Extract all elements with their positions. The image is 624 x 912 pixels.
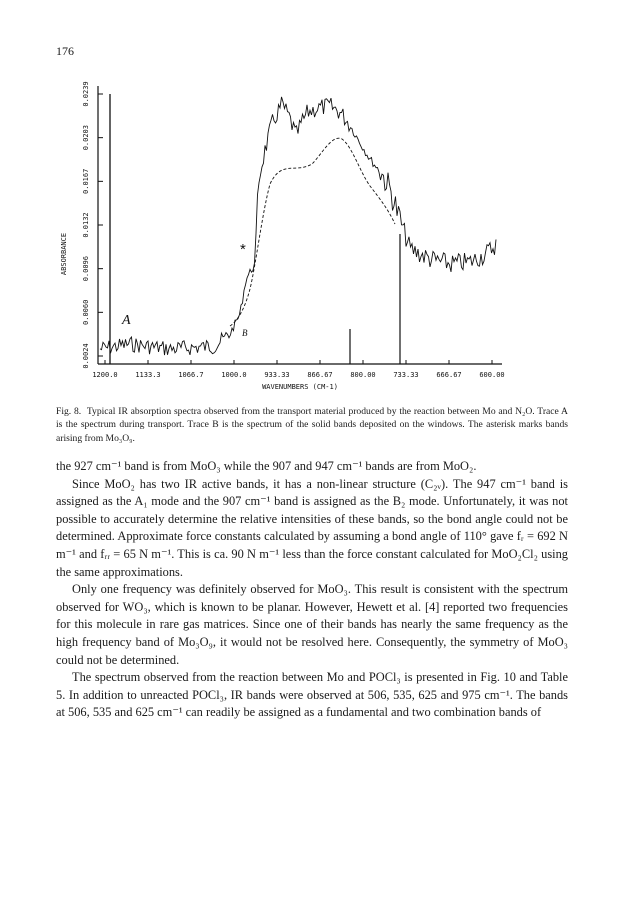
x-tick-label: 1133.3 [135, 371, 161, 379]
ir-spectrum-figure [50, 64, 520, 404]
trace-b-line [230, 138, 395, 326]
asterisk-mark: * [240, 241, 246, 258]
x-ticks [92, 360, 504, 379]
figure-caption-text: Typical IR absorption spectra observed from the transport material produced by the reaction between Mo and N₂O. Trace A is the spectrum during transport. Trace B is the spectrum of the solid bands deposited on the windows. The asterisk marks bands arising from Mo₃O₉. [56, 406, 568, 444]
y-tick-label: 0.0203 [82, 125, 90, 151]
figure-caption [56, 405, 568, 445]
x-tick-label: 1000.0 [221, 371, 247, 379]
y-tick-label: 0.0239 [82, 81, 90, 107]
body-text [56, 458, 568, 722]
trace-b-label: B [242, 328, 248, 338]
body-paragraph: Since MoO₂ has two IR active bands, it has a non-linear structure (C₂ᵥ). The 947 cm⁻¹ band is assigned as the A₁ mode and the 907 cm⁻¹ band is assigned as the B₂ mode. Unfortunately, it was not possible to accurately determine the relative intensities of these bands, so the bond angle could not be determined. Approximate force constants calculated by assuming a bond angle of 110° gave fᵣ = 692 N m⁻¹ and fᵣᵣ = 65 N m⁻¹. This is ca. 90 N m⁻¹ less than the force constant calculated for MoO₂Cl₂ using the same approximations. [56, 476, 568, 579]
x-axis-title: WAVENUMBERS (CM-1) [262, 383, 338, 391]
body-paragraph: Only one frequency was definitely observed for MoO₃. This result is consistent with the spectrum observed for WO₃, which is known to be planar. However, Hewett et al. [4] reported two frequencies for this molecule in rare gas matrices. Since one of their bands has nearly the same frequency as the high frequency band of Mo₃O₉, it would not be resolved here. Consequently, the symmetry of MoO₃ could not be determined. [56, 582, 568, 667]
body-paragraph: The spectrum observed from the reaction between Mo and POCl₃ is presented in Fig. 10 and Table 5. In addition to unreacted POCl₃, IR bands were observed at 506, 535, 625 and 975 cm⁻¹. The bands at 506, 535 and 625 cm⁻¹ can readily be assigned as a fundamental and two combination bands of [56, 670, 568, 720]
y-tick-label: 0.0096 [82, 256, 90, 282]
y-tick-label: 0.0167 [82, 168, 90, 194]
y-ticks [82, 81, 103, 368]
body-paragraph: the 927 cm⁻¹ band is from MoO₃ while the 907 and 947 cm⁻¹ bands are from MoO₂. [56, 459, 477, 473]
x-tick-label: 666.67 [436, 371, 462, 379]
x-tick-label: 933.33 [264, 371, 290, 379]
trace-a-label: A [122, 313, 131, 328]
y-axis-title: ABSORBANCE [60, 232, 68, 276]
y-tick-label: 0.0132 [82, 212, 90, 238]
x-tick-label: 1066.7 [178, 371, 204, 379]
figure-caption-label: Fig. 8. [56, 406, 82, 417]
x-tick-label: 866.67 [307, 371, 333, 379]
trace-a-line [100, 97, 496, 355]
x-tick-label: 733.33 [393, 371, 419, 379]
x-tick-label: 800.00 [350, 371, 376, 379]
y-tick-label: 0.0060 [82, 299, 90, 325]
x-tick-label: 1200.0 [92, 371, 118, 379]
x-tick-label: 600.00 [479, 371, 505, 379]
y-tick-label: 0.0024 [82, 343, 90, 369]
page-number: 176 [56, 44, 74, 58]
